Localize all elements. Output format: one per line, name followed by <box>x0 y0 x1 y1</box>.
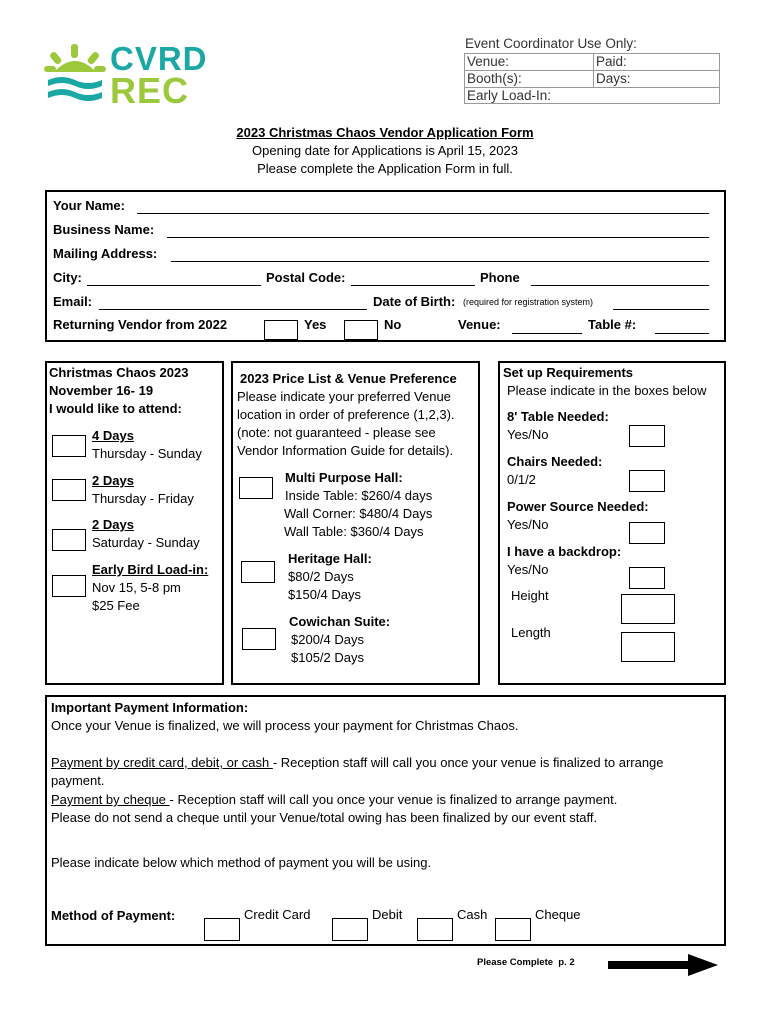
method-of-payment-label: Method of Payment: <box>51 908 176 923</box>
cash-label: Cash <box>457 907 488 922</box>
coordinator-table <box>464 53 720 104</box>
dob-label: Date of Birth: <box>373 294 456 309</box>
chairs-needed-options: 0/1/2 <box>507 472 536 487</box>
logo-text-top: CVRD <box>110 40 208 77</box>
multi-inside-table: Inside Table: $260/4 days <box>285 488 433 503</box>
setup-panel <box>498 361 726 685</box>
attend-dates: November 16- 19 <box>49 383 154 398</box>
business-name-label: Business Name: <box>53 222 155 237</box>
early-bird-checkbox[interactable] <box>52 575 86 597</box>
returning-no-checkbox[interactable] <box>344 320 378 340</box>
logo-text-bottom: REC <box>110 70 190 111</box>
payment-credit-link: Payment by credit card, debit, or cash <box>51 755 273 770</box>
attend-2days-thu-sub: Thursday - Friday <box>92 491 194 506</box>
business-name-field[interactable] <box>167 237 709 238</box>
setup-title: Set up Requirements <box>503 365 634 380</box>
payment-title: Important Payment Information: <box>51 700 249 715</box>
coordinator-days: Days: <box>596 71 631 86</box>
returning-no-label: No <box>384 317 402 332</box>
sun-wave-icon <box>44 42 106 106</box>
payment-credit-line <box>51 755 664 770</box>
cheque-checkbox[interactable] <box>495 918 531 941</box>
power-needed-options: Yes/No <box>507 517 549 532</box>
debit-label: Debit <box>372 907 403 922</box>
attend-title: Christmas Chaos 2023 <box>49 365 189 380</box>
attend-2days-sat-label: 2 Days <box>92 517 134 532</box>
multi-purpose-hall-checkbox[interactable] <box>239 477 273 499</box>
coordinator-paid: Paid: <box>596 54 627 69</box>
power-needed-box[interactable] <box>629 522 665 544</box>
attend-prompt: I would like to attend: <box>49 401 182 416</box>
price-list-title: 2023 Price List & Venue Preference <box>240 371 457 386</box>
price-desc-2: location in order of preference (1,2,3). <box>237 407 455 422</box>
attend-2days-sat-checkbox[interactable] <box>52 529 86 551</box>
attend-2days-thu-checkbox[interactable] <box>52 479 86 501</box>
form-header <box>0 124 770 178</box>
early-bird-date: Nov 15, 5-8 pm <box>92 580 181 595</box>
opening-date: Opening date for Applications is April 15, 2023 <box>252 143 518 158</box>
mailing-address-label: Mailing Address: <box>53 246 158 261</box>
multi-purpose-hall-label: Multi Purpose Hall: <box>285 470 403 485</box>
coordinator-section <box>464 36 720 104</box>
complete-instruction: Please complete the Application Form in full. <box>257 161 513 176</box>
footer-note: Please Complete p. 2 <box>477 957 575 968</box>
attend-2days-sat-sub: Saturday - Sunday <box>92 535 200 550</box>
cheque-label: Cheque <box>535 907 581 922</box>
phone-label: Phone <box>480 270 520 285</box>
your-name-field[interactable] <box>137 213 709 214</box>
length-box[interactable] <box>621 632 675 662</box>
heritage-4days: $150/4 Days <box>288 587 361 602</box>
height-box[interactable] <box>621 594 675 624</box>
attend-4days-label: 4 Days <box>92 428 134 443</box>
city-label: City: <box>53 270 82 285</box>
returning-yes-label: Yes <box>304 317 327 332</box>
cowichan-4days: $200/4 Days <box>291 632 364 647</box>
logo <box>44 40 208 111</box>
price-desc-4: Vendor Information Guide for details). <box>237 443 454 458</box>
payment-intro: Once your Venue is finalized, we will process your payment for Christmas Chaos. <box>51 718 519 733</box>
backdrop-box[interactable] <box>629 567 665 589</box>
personal-info-panel <box>45 190 726 342</box>
early-bird-fee: $25 Fee <box>92 598 140 613</box>
chairs-needed-label: Chairs Needed: <box>507 454 603 469</box>
returning-vendor-label: Returning Vendor from 2022 <box>53 317 228 332</box>
credit-card-label: Credit Card <box>244 907 311 922</box>
multi-wall-corner: Wall Corner: $480/4 Days <box>284 506 433 521</box>
table-needed-box[interactable] <box>629 425 665 447</box>
returning-venue-field[interactable] <box>512 333 582 334</box>
attend-4days-sub: Thursday - Sunday <box>92 446 202 461</box>
table-number-field[interactable] <box>655 333 709 334</box>
arrow-right-icon <box>608 954 720 976</box>
phone-field[interactable] <box>531 285 709 286</box>
chairs-needed-box[interactable] <box>629 470 665 492</box>
cowichan-suite-checkbox[interactable] <box>242 628 276 650</box>
backdrop-label: I have a backdrop: <box>507 544 622 559</box>
postal-code-field[interactable] <box>351 285 475 286</box>
coordinator-early: Early Load-In: <box>467 88 552 103</box>
payment-panel <box>45 695 726 946</box>
heritage-2days: $80/2 Days <box>288 569 354 584</box>
payment-credit-text2: payment. <box>51 773 105 788</box>
price-desc-1: Please indicate your preferred Venue <box>237 389 451 404</box>
table-number-label: Table #: <box>588 317 637 332</box>
length-label: Length <box>511 625 551 640</box>
form-title: 2023 Christmas Chaos Vendor Application Form <box>236 125 534 140</box>
early-bird-label: Early Bird Load-in: <box>92 562 209 577</box>
payment-cheque-text: - Reception staff will call you once your venue is finalized to arrange payment. <box>169 792 618 807</box>
dob-note: (required for registration system) <box>463 297 594 307</box>
cowichan-2days: $105/2 Days <box>291 650 364 665</box>
backdrop-options: Yes/No <box>507 562 549 577</box>
setup-desc: Please indicate in the boxes below <box>507 383 707 398</box>
mailing-address-field[interactable] <box>171 261 709 262</box>
coordinator-venue: Venue: <box>467 54 510 69</box>
email-label: Email: <box>53 294 93 309</box>
price-desc-3: (note: not guaranteed - please see <box>237 425 436 440</box>
cash-checkbox[interactable] <box>417 918 453 941</box>
postal-code-label: Postal Code: <box>266 270 346 285</box>
table-needed-label: 8' Table Needed: <box>507 409 609 424</box>
dob-field[interactable] <box>613 309 709 310</box>
multi-wall-table: Wall Table: $360/4 Days <box>284 524 424 539</box>
attend-4days-checkbox[interactable] <box>52 435 86 457</box>
email-field[interactable] <box>99 309 367 310</box>
table-needed-options: Yes/No <box>507 427 549 442</box>
payment-cheque-line <box>51 792 617 807</box>
attendance-panel <box>45 361 224 685</box>
height-label: Height <box>511 588 549 603</box>
payment-cheque-link: Payment by cheque <box>51 792 170 807</box>
debit-checkbox[interactable] <box>332 918 368 941</box>
returning-yes-checkbox[interactable] <box>264 320 298 340</box>
cowichan-suite-label: Cowichan Suite: <box>289 614 391 629</box>
price-list-panel <box>231 361 480 685</box>
your-name-label: Your Name: <box>53 198 125 213</box>
power-needed-label: Power Source Needed: <box>507 499 649 514</box>
payment-indicate: Please indicate below which method of payment you will be using. <box>51 855 432 870</box>
payment-credit-text: - Reception staff will call you once your venue is finalized to arrange <box>272 755 664 770</box>
city-field[interactable] <box>87 285 261 286</box>
credit-card-checkbox[interactable] <box>204 918 240 941</box>
heritage-hall-checkbox[interactable] <box>241 561 275 583</box>
coordinator-booths: Booth(s): <box>467 71 522 86</box>
coordinator-title: Event Coordinator Use Only: <box>465 36 637 51</box>
attend-2days-thu-label: 2 Days <box>92 473 134 488</box>
returning-venue-label: Venue: <box>458 317 501 332</box>
heritage-hall-label: Heritage Hall: <box>288 551 372 566</box>
payment-cheque-note: Please do not send a cheque until your Venue/total owing has been finalized by our event staff. <box>51 810 598 825</box>
